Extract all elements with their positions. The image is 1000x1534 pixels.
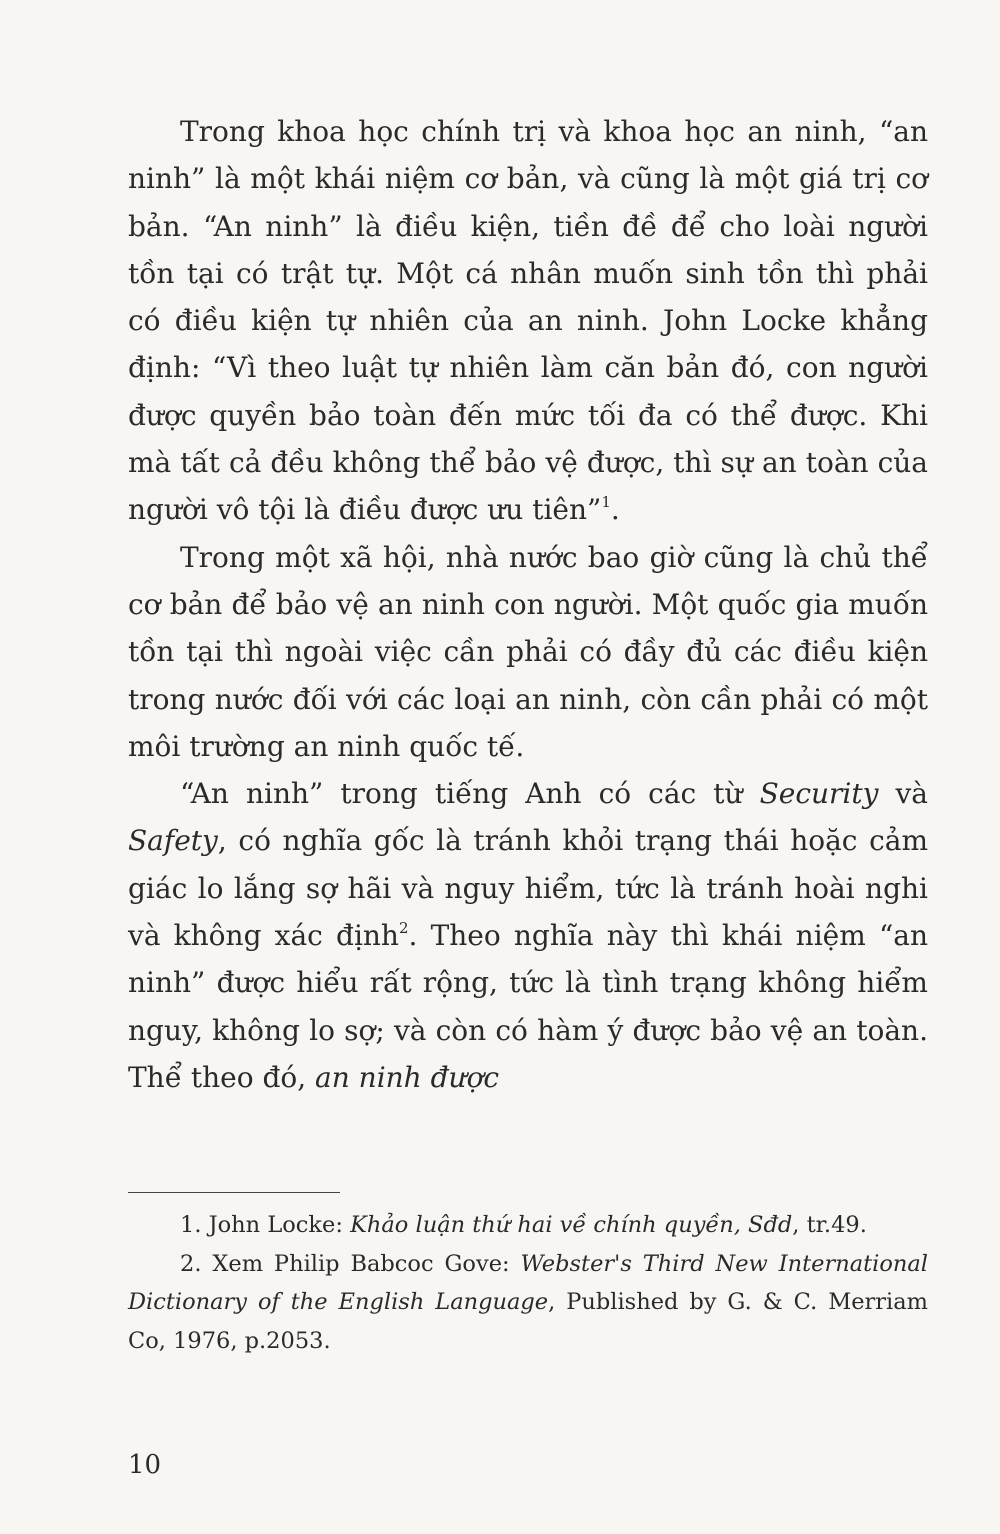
text-run: Trong khoa học chính trị và khoa học an ninh, “an ninh” là một khái niệm cơ bản, và cũng là một giá trị cơ bản. “An ninh” là điều kiện, tiền đề để cho loài người tồn tại có trật tự. Một cá nhân muốn sinh tồn thì phải có điều kiện tự nhiên của an ninh. John Locke khẳng định: “Vì theo luật tự nhiên làm căn bản đó, con người được quyền bảo toàn đến mức tối đa có thể được. Khi mà tất cả đều không thể bảo vệ được, thì sự an toàn của người vô tội là điều được ưu tiên” [128, 115, 928, 527]
italic-emphasis: an ninh được [315, 1060, 500, 1094]
italic-term-safety: Safety [128, 824, 218, 858]
text-run: . Theo nghĩa này thì khái niệm “an ninh” được hiểu rất rộng, tức là tình trạng không hiểm nguy, không lo sợ; và còn có hàm ý được bảo vệ an toàn. Thể theo đó, [128, 919, 929, 1094]
footnote-ref-2: 2 [398, 919, 409, 938]
text-run: , có nghĩa gốc là tránh khỏi trạng thái hoặc cảm giác lo lắng sợ hãi và nguy hiểm, tức là tránh hoài nghi và không xác định [128, 824, 928, 953]
text-run: , Published by G. & C. Merriam Co, 1976, p.2053. [128, 1289, 929, 1354]
italic-term-security: Security [759, 777, 879, 811]
text-run: 1. John Locke: [180, 1212, 351, 1238]
footnote-divider [128, 1192, 340, 1193]
paragraph-1 [128, 108, 928, 534]
footnote-1 [128, 1206, 928, 1245]
body-text [128, 108, 928, 1101]
paragraph-2 [128, 534, 928, 770]
italic-title: Webster's Third New International Dictionary of the English Language [128, 1250, 928, 1315]
page-number: 10 [128, 1450, 162, 1480]
text-run: “An ninh” trong tiếng Anh có các từ [180, 777, 760, 811]
italic-title: Khảo luận thứ hai về chính quyền, Sđd [350, 1212, 793, 1238]
text-run: , tr.49. [792, 1212, 867, 1238]
text-run: . [610, 493, 620, 527]
footnote-ref-1: 1 [601, 493, 611, 512]
text-run: Trong một xã hội, nhà nước bao giờ cũng là chủ thể cơ bản để bảo vệ an ninh con người. Một quốc gia muốn tồn tại thì ngoài việc cần phải có đầy đủ các điều kiện trong nước đối với các loại an ninh, còn cần phải có một môi trường an ninh quốc tế. [128, 540, 928, 763]
text-run: 2. Xem Philip Babcoc Gove: [180, 1250, 521, 1277]
paragraph-3 [128, 770, 928, 1101]
footnotes [128, 1206, 928, 1360]
footnote-2 [128, 1245, 928, 1361]
text-run: và [878, 777, 928, 811]
